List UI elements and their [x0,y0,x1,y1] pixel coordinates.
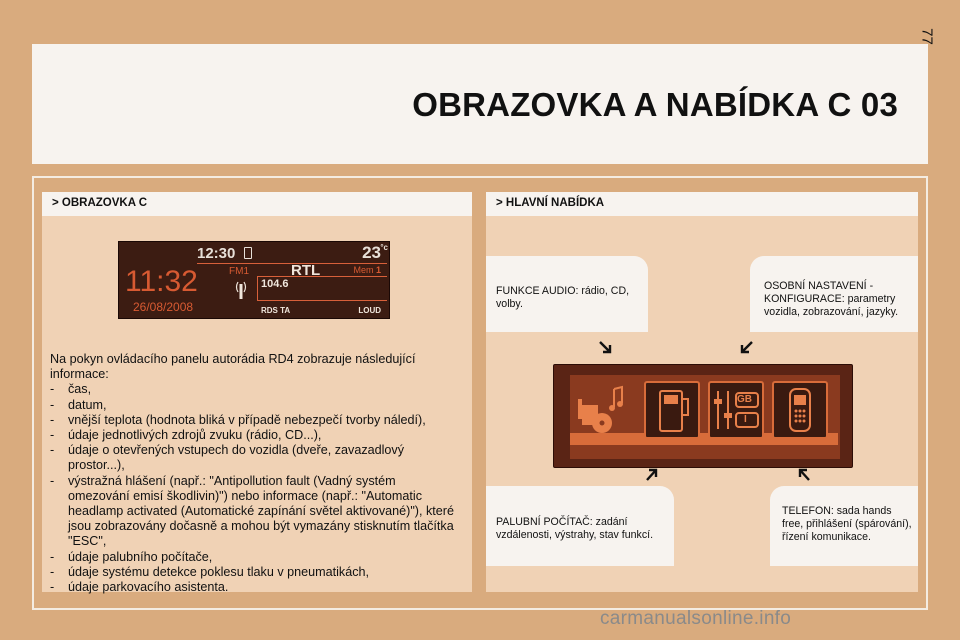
trip-computer-icon [646,383,698,437]
display-memory-label: Mem [353,265,374,275]
display-memory-value: 1 [375,265,381,275]
list-item: - vnější teplota (hodnota bliká v případě nebezpečí tvorby náledí), [50,413,460,428]
menu-trip-computer[interactable] [644,381,700,439]
display-small-clock: 12:30 [197,245,236,262]
arrow-down-left-icon [738,340,754,356]
menu-audio[interactable] [574,381,630,439]
display-temperature: 23 [362,243,381,262]
main-menu-heading: > HLAVNÍ NABÍDKA [486,192,918,216]
phone-memory-icon [244,247,252,259]
display-loud: LOUD [358,306,381,315]
display-clock: 11:32 [125,265,198,298]
antenna-icon [234,278,248,300]
list-item: - údaje o otevřených vstupech do vozidla (dveře, zavazadlový prostor...), [50,443,460,473]
list-item: - údaje parkovacího asistenta. [50,580,460,595]
display-station: RTL [291,262,321,279]
settings-language-icon [710,383,762,437]
callout-audio-text: FUNKCE AUDIO: rádio, CD, volby. [496,285,630,310]
menu-settings[interactable] [708,381,764,439]
display-frequency: 104.6 [261,278,289,290]
callout-audio-functions [486,256,648,332]
list-item: - výstražná hlášení (např.: "Antipollution fault (Vadný systém omezování emisí škodlivin)") nebo informace (např.: "Automatic headlamp activated (Automatické zapínání světel aktivované)"), které jsou zobrazovány dočasně a mohou být vymazány stisknutím tlačítka "ESC", [50,474,460,550]
display-band: FM1 [229,266,249,277]
main-menu-display [553,364,853,468]
page-number: 77 [918,28,936,45]
list-item: - údaje jednotlivých zdrojů zvuku (rádio, CD...), [50,428,460,443]
callout-telephone [770,486,918,566]
watermark: carmanualsonline.info [600,608,792,629]
language-gb-label: GB [737,394,752,405]
display-temperature-unit: °c [380,243,388,252]
list-item: - datum, [50,398,460,413]
list-item: - údaje palubního počítače, [50,550,460,565]
intro-text: Na pokyn ovládacího panelu autorádia RD4 zobrazuje následující informace: [50,352,416,382]
list-item: - údaje systému detekce poklesu tlaku v pneumatikách, [50,565,460,580]
display-rds-ta: RDS TA [261,306,291,315]
callout-board-text: PALUBNÍ POČÍTAČ: zadání vzdálenosti, výstrahy, stav funkcí. [496,516,654,541]
arrow-down-right-icon [598,340,614,356]
language-i-label: I [744,414,747,425]
menu-telephone[interactable] [772,381,828,439]
callout-personal-text: OSOBNÍ NASTAVENÍ - KONFIGURACE: parametry vozidla, zobrazování, jazyky. [764,280,899,318]
arrow-up-left-icon [796,466,812,482]
display-date: 26/08/2008 [133,300,194,314]
radio-display [118,241,390,319]
page-title: OBRAZOVKA A NABÍDKA C 03 [412,86,898,123]
callout-personalisation [750,256,918,332]
list-item: - čas, [50,382,460,397]
callout-phone-text: TELEFON: sada hands free, přihlášení (spárování), řízení komunikace. [782,505,912,543]
callout-trip-computer [486,486,674,566]
info-list [50,382,460,595]
telephone-icon [774,383,826,437]
screen-c-heading: > OBRAZOVKA C [42,192,472,216]
screen-c-description [50,352,460,595]
arrow-up-right-icon [644,466,660,482]
display-memory [353,265,381,275]
audio-icon [574,381,630,439]
